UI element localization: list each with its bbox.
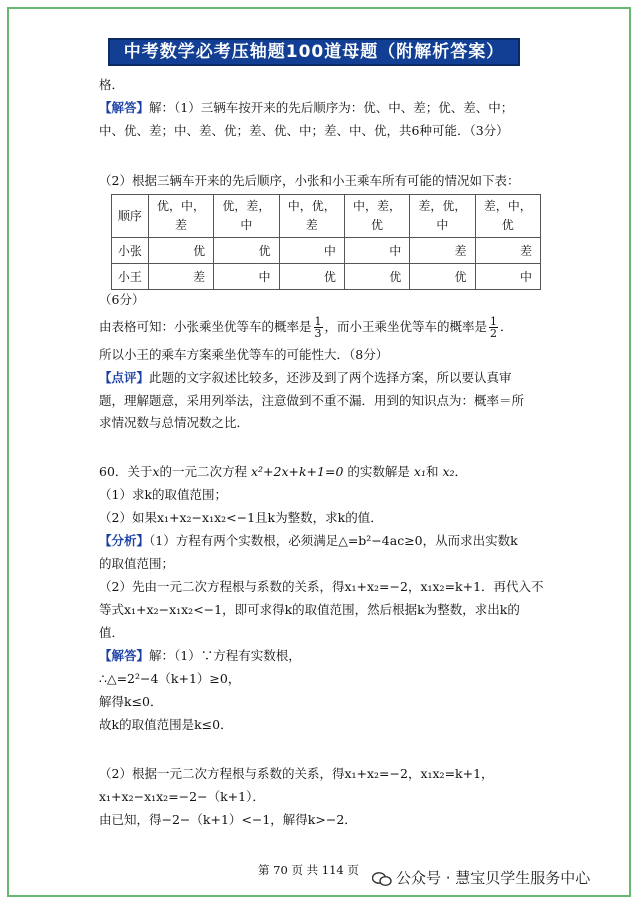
order-table <box>111 194 541 290</box>
comment-tag: 【点评】 <box>99 370 150 385</box>
table-header-cell: 差，优， 中 <box>410 195 475 238</box>
table-cell: 差 <box>410 238 475 264</box>
fraction-one-half: $\frac{1}{2}$ <box>490 315 498 340</box>
answer-line-5: （2）根据一元二次方程根与系数的关系，得x₁+x₂=−2，x₁x₂=k+1， <box>99 766 494 781</box>
page-title: 中考数学必考压轴题100道母题（附解析答案） <box>108 38 520 66</box>
table-header-cell: 优，中， 差 <box>148 195 213 238</box>
answer-line-2: ∴△=2²−4（k+1）≥0， <box>99 671 241 686</box>
table-cell: 中 <box>475 264 540 290</box>
page-frame <box>7 7 631 897</box>
conclusion-line: 所以小王的乘车方案乘坐优等车的可能性大．（8分） <box>99 347 389 362</box>
answer-line-7: 由已知，得−2−（k+1）<−1，解得k>−2． <box>99 812 357 827</box>
analysis-line-1: 【分析】（1）方程有两个实数根，必须满足△=b²−4ac≥0，从而求出实数k <box>99 533 518 548</box>
table-row <box>112 264 541 290</box>
analysis-line-4: 等式x₁+x₂−x₁x₂<−1，即可求得k的取值范围，然后根据k为整数，求出k的 <box>99 602 520 617</box>
solution-line-1: 【解答】解：（1）三辆车按开来的先后顺序为：优、中、差；优、差、中； <box>99 100 514 115</box>
row-label: 小王 <box>112 264 149 290</box>
table-header-cell: 中，优， 差 <box>279 195 344 238</box>
solution-tag: 【解答】 <box>99 100 150 115</box>
table-cell: 差 <box>475 238 540 264</box>
top-line: 格． <box>99 77 125 92</box>
analysis-line-5: 值． <box>99 625 125 640</box>
table-cell: 优 <box>344 264 409 290</box>
comment-line-1: 【点评】此题的文字叙述比较多，还涉及到了两个选择方案，所以要认真审 <box>99 370 512 385</box>
table-cell: 优 <box>410 264 475 290</box>
table-cell: 中 <box>344 238 409 264</box>
table-header-cell: 顺序 <box>112 195 149 238</box>
table-header-cell: 中，差， 优 <box>344 195 409 238</box>
table-cell: 中 <box>279 238 344 264</box>
answer-tag: 【解答】 <box>99 648 150 663</box>
table-cell: 优 <box>279 264 344 290</box>
table-header-cell: 差，中， 优 <box>475 195 540 238</box>
fraction-one-third: $\frac{1}{3}$ <box>314 315 322 340</box>
analysis-tag: 【分析】 <box>99 533 150 548</box>
table-cell: 差 <box>148 264 213 290</box>
answer-line-4: 故k的取值范围是k≤0． <box>99 717 233 732</box>
answer-line-3: 解得k≤0． <box>99 694 163 709</box>
analysis-line-2: 的取值范围； <box>99 556 175 571</box>
table-header-row <box>112 195 541 238</box>
analysis-line-3: （2）先由一元二次方程根与系数的关系，得x₁+x₂=−2，x₁x₂=k+1．再代入不 <box>99 579 544 594</box>
solution-line-2: 中、优、差；中、差、优；差、优、中；差、中、优，共6种可能．（3分） <box>99 123 509 138</box>
table-header-cell: 优，差， 中 <box>214 195 279 238</box>
answer-line-6: x₁+x₂−x₁x₂=−2−（k+1）． <box>99 789 265 804</box>
wechat-icon <box>372 872 392 886</box>
probability-line: 由表格可知：小张乘坐优等车的概率是 $\frac{1}{3}$ ，而小王乘坐优等车的概率是 $\frac{1}{2}$ ． <box>99 315 513 340</box>
comment-line-3: 求情况数与总情况数之比． <box>99 415 250 430</box>
question-60-sub1: （1）求k的取值范围； <box>99 487 228 502</box>
row-label: 小张 <box>112 238 149 264</box>
part2-intro: （2）根据三辆车开来的先后顺序，小张和小王乘车所有可能的情况如下表： <box>99 173 520 188</box>
question-60-stem: 60．关于x的一元二次方程 x²+2x+k+1=0 的实数解是 x₁和 x₂． <box>99 464 468 479</box>
answer-line-1: 【解答】解：（1）∵方程有实数根， <box>99 648 301 663</box>
table-cell: 优 <box>214 238 279 264</box>
score-6: （6分） <box>99 292 145 307</box>
question-60-sub2: （2）如果x₁+x₂−x₁x₂<−1且k为整数，求k的值． <box>99 510 383 525</box>
page-number: 第 70 页 共 114 页 <box>258 863 359 877</box>
table-cell: 中 <box>214 264 279 290</box>
table-cell: 优 <box>148 238 213 264</box>
watermark: 公众号 · 慧宝贝学生服务中心 <box>372 867 590 888</box>
comment-line-2: 题，理解题意，采用列举法，注意做到不重不漏．用到的知识点为：概率＝所 <box>99 393 525 408</box>
table-row <box>112 238 541 264</box>
